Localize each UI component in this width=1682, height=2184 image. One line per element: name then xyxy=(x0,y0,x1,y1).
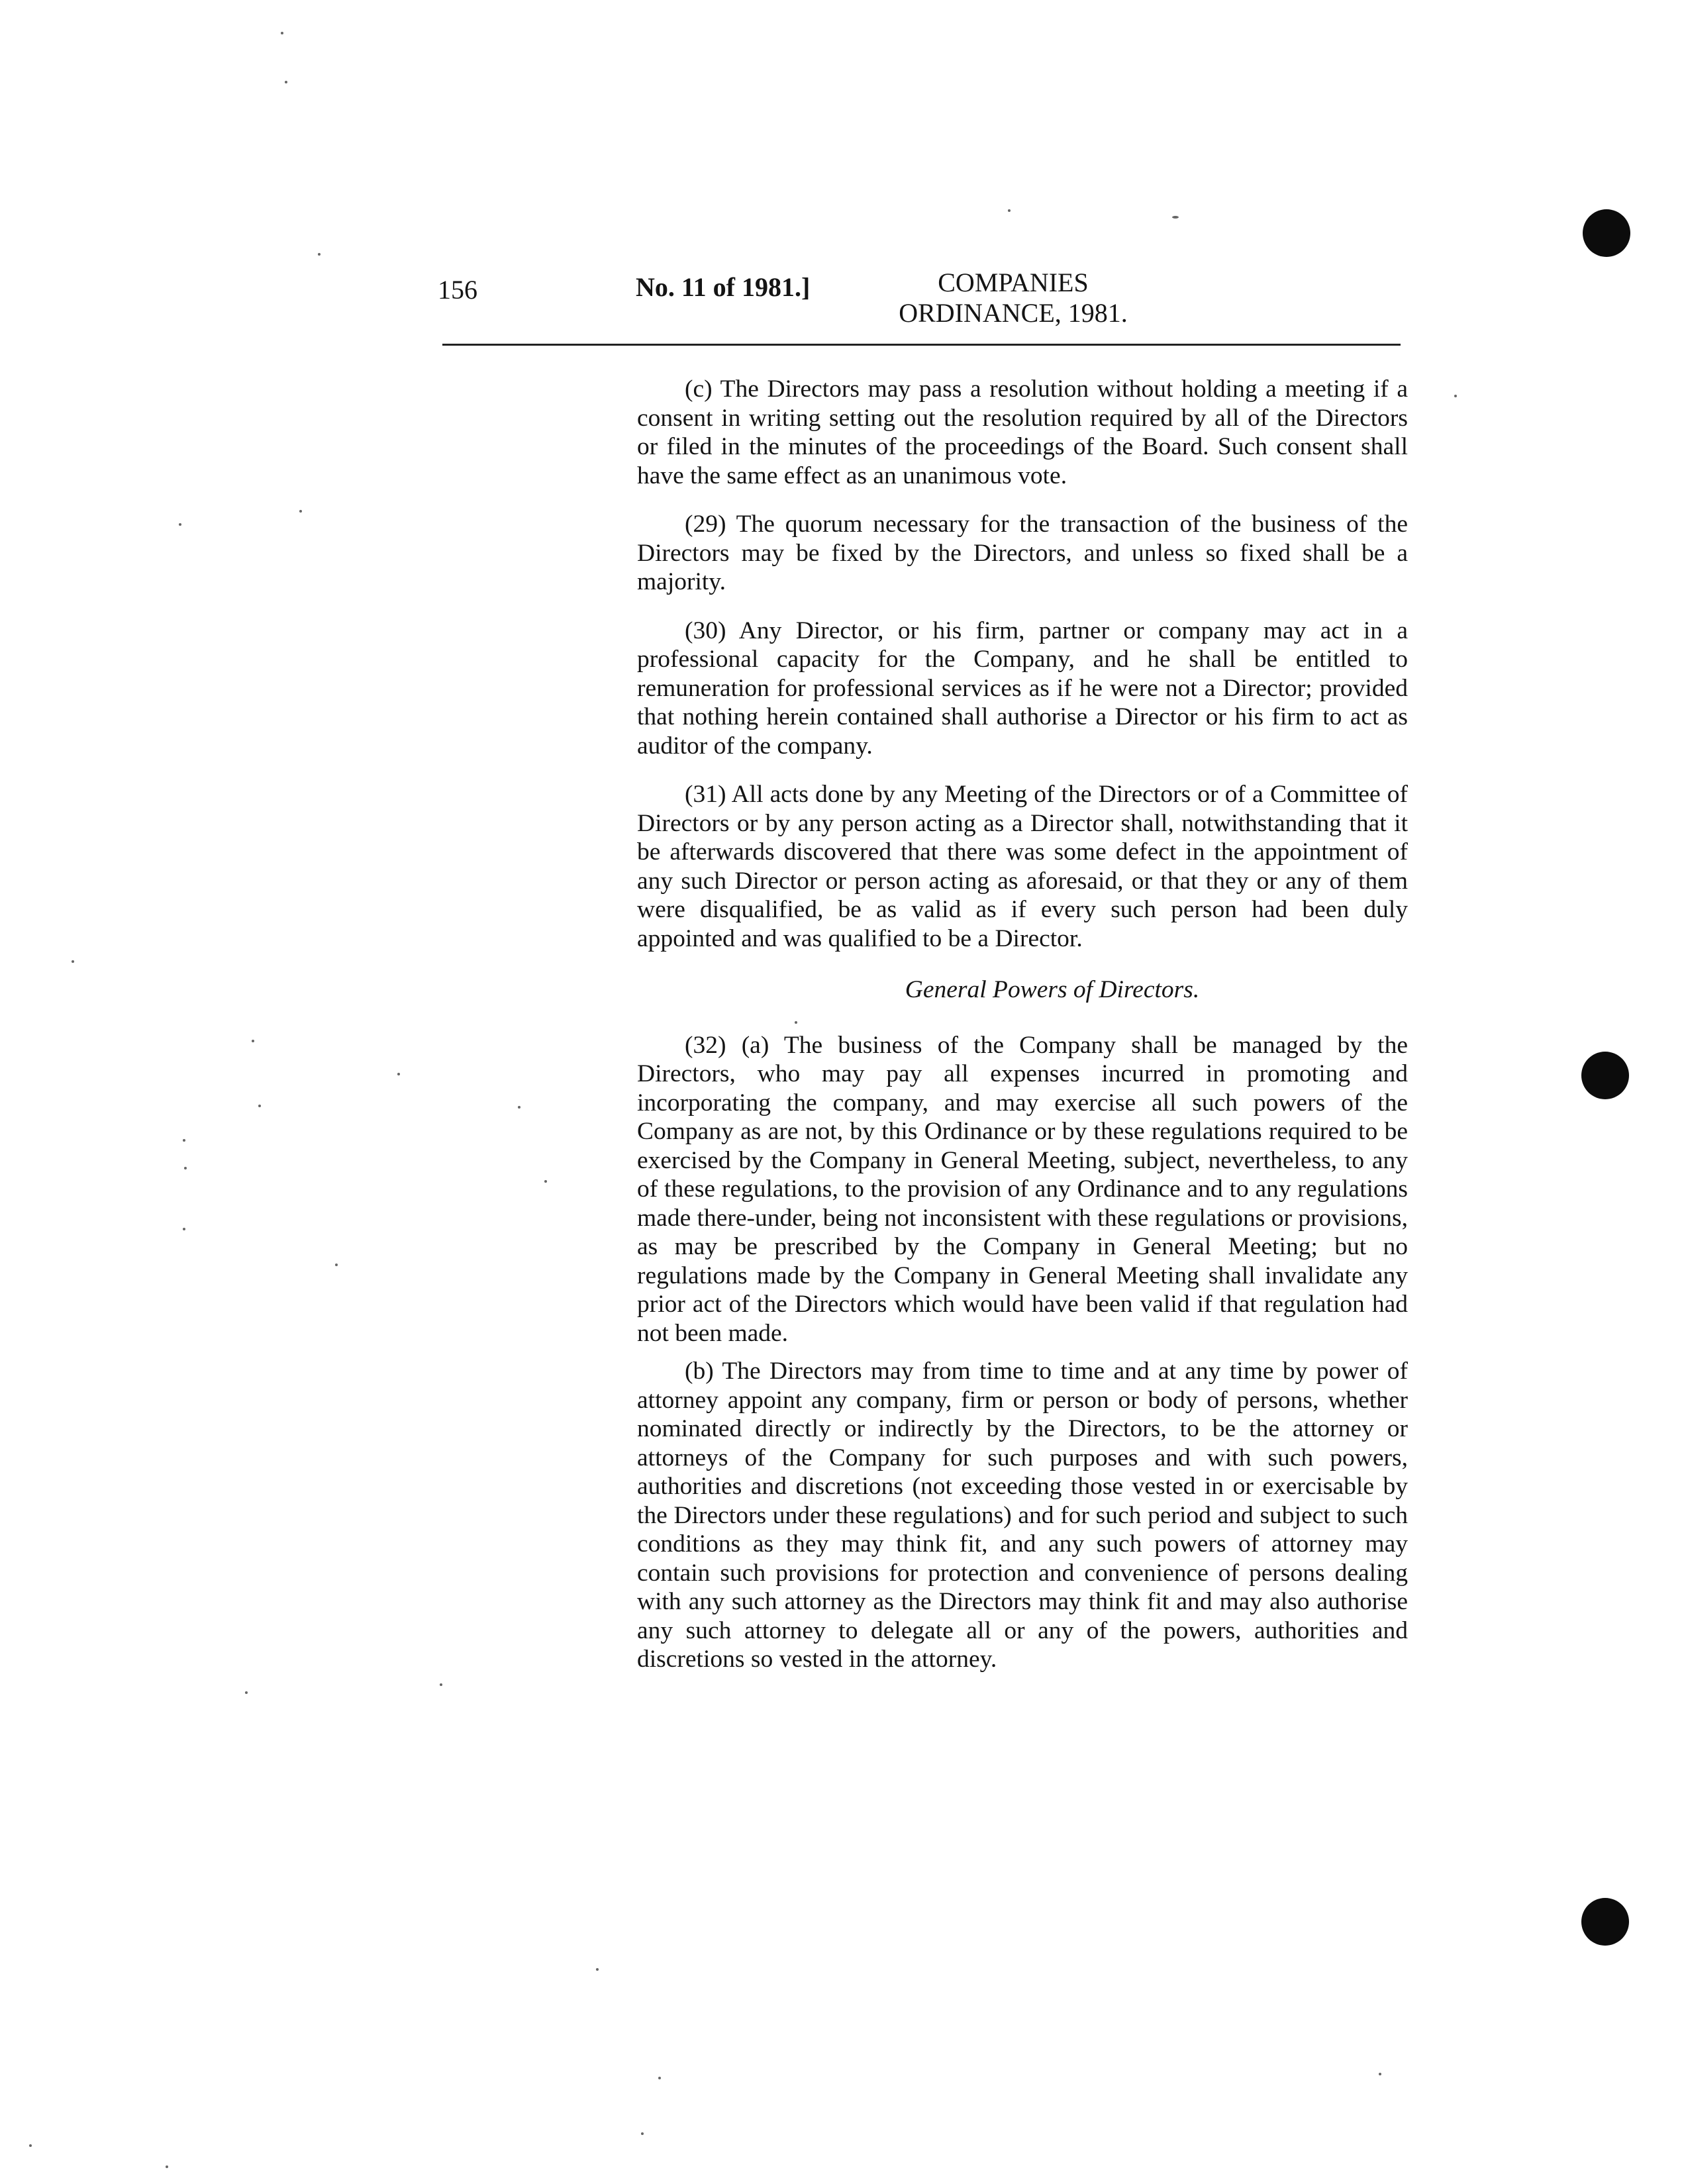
paragraph-28c: (c) The Directors may pass a resolution without holding a meeting if a consent in writing setting out the resolution required by all of the Directors or filed in the minutes of the proceedings of the Board. Such consent shall have the same effect as an unanimous vote. xyxy=(637,375,1408,489)
scan-speck xyxy=(335,1264,338,1266)
scan-speck xyxy=(440,1683,442,1686)
scan-speck xyxy=(184,1167,187,1169)
body-text xyxy=(637,375,1408,1683)
paragraph-32a: (32) (a) The business of the Company shall be managed by the Directors, who may pay all expenses incurred in promoting and incorporating the company, and may exercise all such powers of the Company as are not, by this Ordinance or by these regulations required to be exercised by the Company in General Meeting, subject, nevertheless, to any of these regulations, to the provision of any Ordinance and to any regulations made there-under, being not inconsistent with these regulations or provisions, as may be prescribed by the Company in General Meeting; but no regulations made by the Company in General Meeting shall invalidate any prior act of the Directors which would have been valid if that regulation had not been made. xyxy=(637,1031,1408,1347)
scan-speck xyxy=(658,2077,661,2079)
scan-speck xyxy=(179,523,181,526)
paragraph-32b: (b) The Directors may from time to time and at any time by power of attorney appoint any company, firm or person or body of persons, whether nominated directly or indirectly by the Directors, to be the attorney or attorneys of the Company for such purposes and with such powers, authorities and discretions (not exceeding those vested in or exercisable by the Directors under these regulations) and for such period and subject to such conditions as they may think fit, and any such powers of attorney may contain such provisions for protection and convenience of persons dealing with any such attorney as the Directors may think fit and may also authorise any such attorney to delegate all or any of the powers, authorities and discretions so vested in the attorney. xyxy=(637,1358,1408,1673)
section-heading: General Powers of Directors. xyxy=(905,976,1200,1003)
paragraph-30: (30) Any Director, or his firm, partner or company may act in a professional capacity for the Company, and he shall be entitled to remuneration for professional services as if he were not a Director; provided that nothing herein contained shall authorise a Director or his firm to act as auditor of the company. xyxy=(637,617,1408,760)
punch-hole-bottom xyxy=(1581,1898,1629,1946)
running-title xyxy=(861,268,1165,328)
scan-speck xyxy=(1454,395,1457,397)
scan-speck xyxy=(285,81,287,83)
page-number: 156 xyxy=(438,275,477,305)
running-title-line1: COMPANIES xyxy=(938,268,1089,297)
scan-speck xyxy=(29,2144,32,2147)
header-rule xyxy=(442,344,1401,346)
scan-speck xyxy=(1008,209,1011,212)
scan-speck xyxy=(183,1228,185,1230)
scan-speck xyxy=(544,1180,547,1183)
paragraph-29: (29) The quorum necessary for the transaction of the business of the Directors may be fixed by the Directors, and unless so fixed shall be a majority. xyxy=(637,511,1408,595)
scan-speck xyxy=(795,1021,797,1024)
scan-speck xyxy=(1379,2073,1381,2075)
scan-speck xyxy=(183,1139,185,1142)
scan-speck xyxy=(397,1073,400,1075)
scan-speck xyxy=(281,32,283,34)
scan-speck xyxy=(252,1040,254,1042)
scan-speck xyxy=(518,1106,520,1109)
paragraph-31: (31) All acts done by any Meeting of the Directors or of a Committee of Directors or by any person acting as a Director shall, notwithstanding that it be afterwards discovered that there was some defect in the appointment of any such Director or person acting as aforesaid, or that they or any of them were disqualified, be as valid as if every such person had been duly appointed and was qualified to be a Director. xyxy=(637,781,1408,952)
scan-speck xyxy=(299,510,302,513)
act-reference: No. 11 of 1981.] xyxy=(636,272,811,302)
punch-hole-middle xyxy=(1581,1052,1629,1099)
scan-speck xyxy=(1172,216,1179,219)
running-title-line2: ORDINANCE, 1981. xyxy=(899,298,1128,328)
scan-speck xyxy=(72,960,74,963)
scan-speck xyxy=(245,1691,248,1694)
punch-hole-top xyxy=(1583,209,1630,257)
scan-speck xyxy=(641,2132,644,2135)
scan-speck xyxy=(596,1968,599,1971)
scan-speck xyxy=(258,1105,261,1107)
scan-speck xyxy=(318,253,321,256)
scan-speck xyxy=(166,2165,168,2168)
